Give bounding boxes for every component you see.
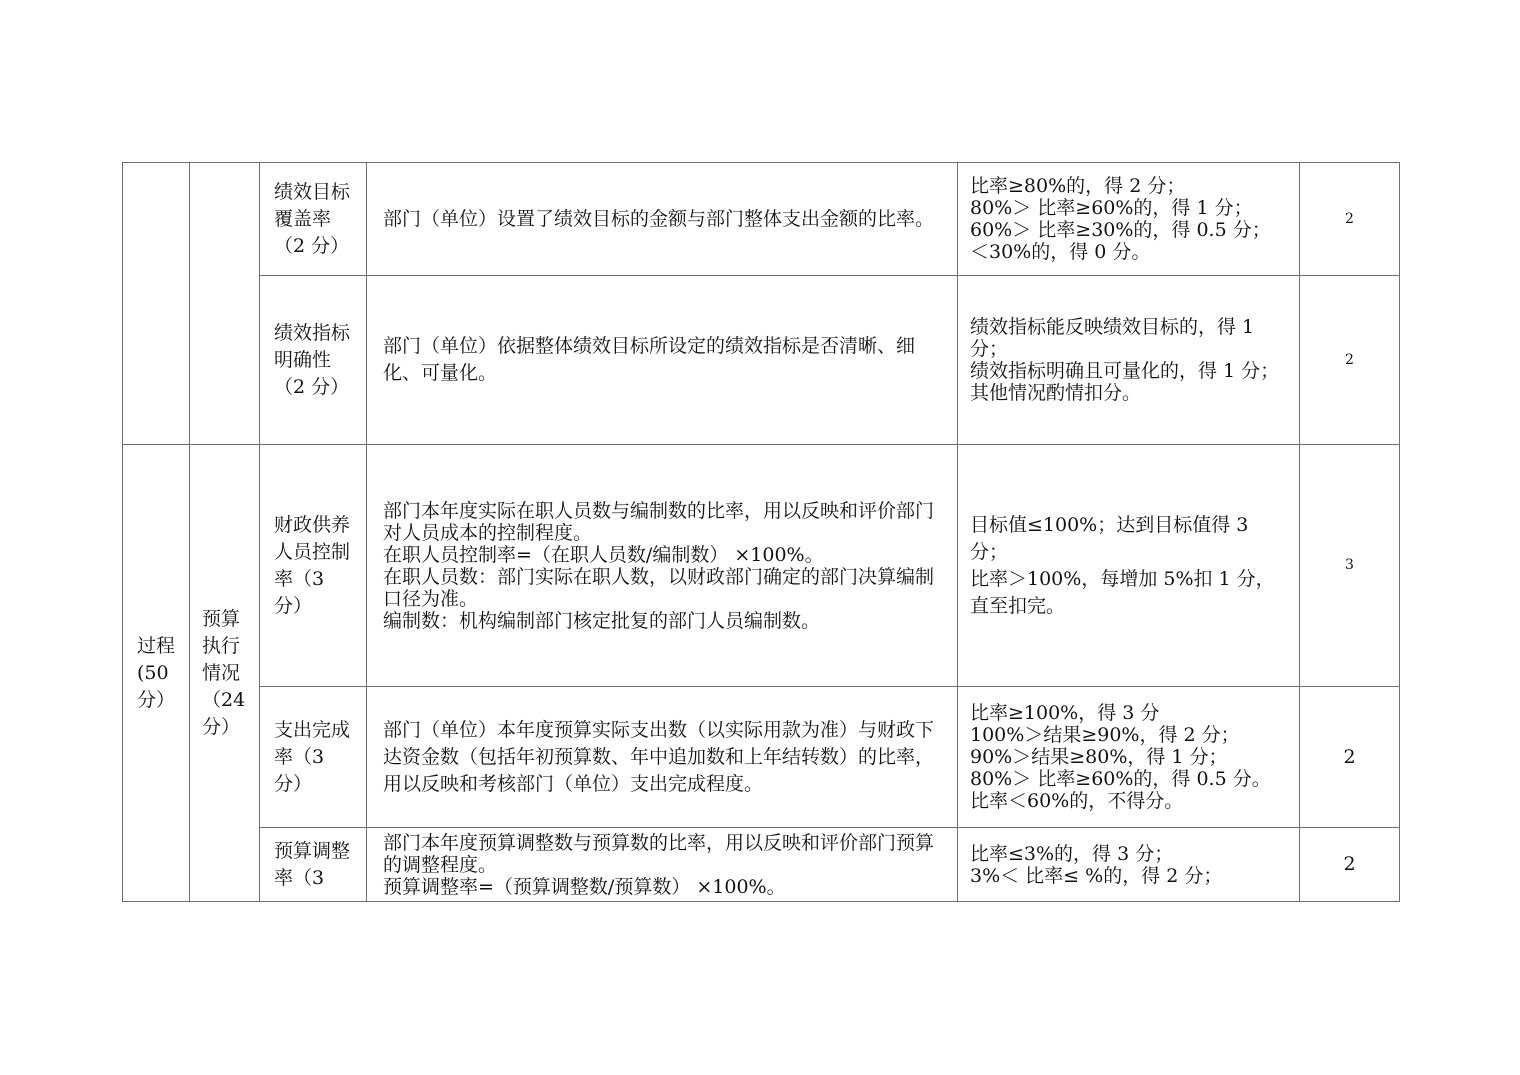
scoring-rule: 目标值≤100%；达到目标值得 3 分； 比率＞100%，每增加 5%扣 1 分，直至扣完。 (958, 445, 1300, 687)
score-value: 2 (1300, 163, 1400, 276)
indicator-name: 预算调整 率（3 (260, 828, 367, 902)
indicator-description: 部门（单位）设置了绩效目标的金额与部门整体支出金额的比率。 (367, 163, 958, 276)
indicator-description: 部门（单位）依据整体绩效目标所设定的绩效指标是否清晰、细化、可量化。 (367, 276, 958, 445)
score-value: 3 (1300, 445, 1400, 687)
indicator-name: 绩效目标 覆盖率 （2 分） (260, 163, 367, 276)
indicator-description: 部门本年度实际在职人员数与编制数的比率，用以反映和评价部门对人员成本的控制程度。 在职人员控制率=（在职人员数/编制数） ×100%。 在职人员数：部门实际在职人数，以财政部门确定的部门决算编制口径为准。 编制数：机构编制部门核定批复的部门人员编制数。 (367, 445, 958, 687)
category-cell: 过程 (50 分） (123, 445, 190, 902)
score-value: 2 (1300, 276, 1400, 445)
table-row (123, 828, 1400, 902)
scoring-rule: 比率≥100%，得 3 分 100%＞结果≥90%，得 2 分； 90%＞结果≥80%，得 1 分； 80%＞ 比率≥60%的，得 0.5 分。 比率＜60%的，不得分。 (958, 687, 1300, 828)
score-value: 2 (1300, 687, 1400, 828)
subcategory-cell-empty (190, 163, 260, 445)
category-cell-empty (123, 163, 190, 445)
table-row (123, 445, 1400, 687)
indicator-name: 绩效指标 明确性 （2 分） (260, 276, 367, 445)
subcategory-cell: 预算 执行 情况 （24 分） (190, 445, 260, 902)
scoring-rule: 比率≤3%的，得 3 分； 3%＜ 比率≤ %的，得 2 分； (958, 828, 1300, 902)
scoring-rule: 绩效指标能反映绩效目标的，得 1 分； 绩效指标明确且可量化的，得 1 分； 其他情况酌情扣分。 (958, 276, 1300, 445)
indicator-description: 部门本年度预算调整数与预算数的比率，用以反映和评价部门预算的调整程度。 预算调整率=（预算调整数/预算数） ×100%。 (367, 828, 958, 902)
score-value: 2 (1300, 828, 1400, 902)
table-row (123, 276, 1400, 445)
indicator-description: 部门（单位）本年度预算实际支出数（以实际用款为准）与财政下达资金数（包括年初预算数、年中追加数和上年结转数）的比率，用以反映和考核部门（单位）支出完成程度。 (367, 687, 958, 828)
table-row (123, 163, 1400, 276)
table-row (123, 687, 1400, 828)
scoring-rule: 比率≥80%的，得 2 分； 80%＞ 比率≥60%的，得 1 分； 60%＞ 比率≥30%的，得 0.5 分； ＜30%的，得 0 分。 (958, 163, 1300, 276)
indicator-name: 财政供养 人员控制 率（3 分） (260, 445, 367, 687)
indicator-name: 支出完成 率（3 分） (260, 687, 367, 828)
evaluation-table (122, 162, 1400, 902)
